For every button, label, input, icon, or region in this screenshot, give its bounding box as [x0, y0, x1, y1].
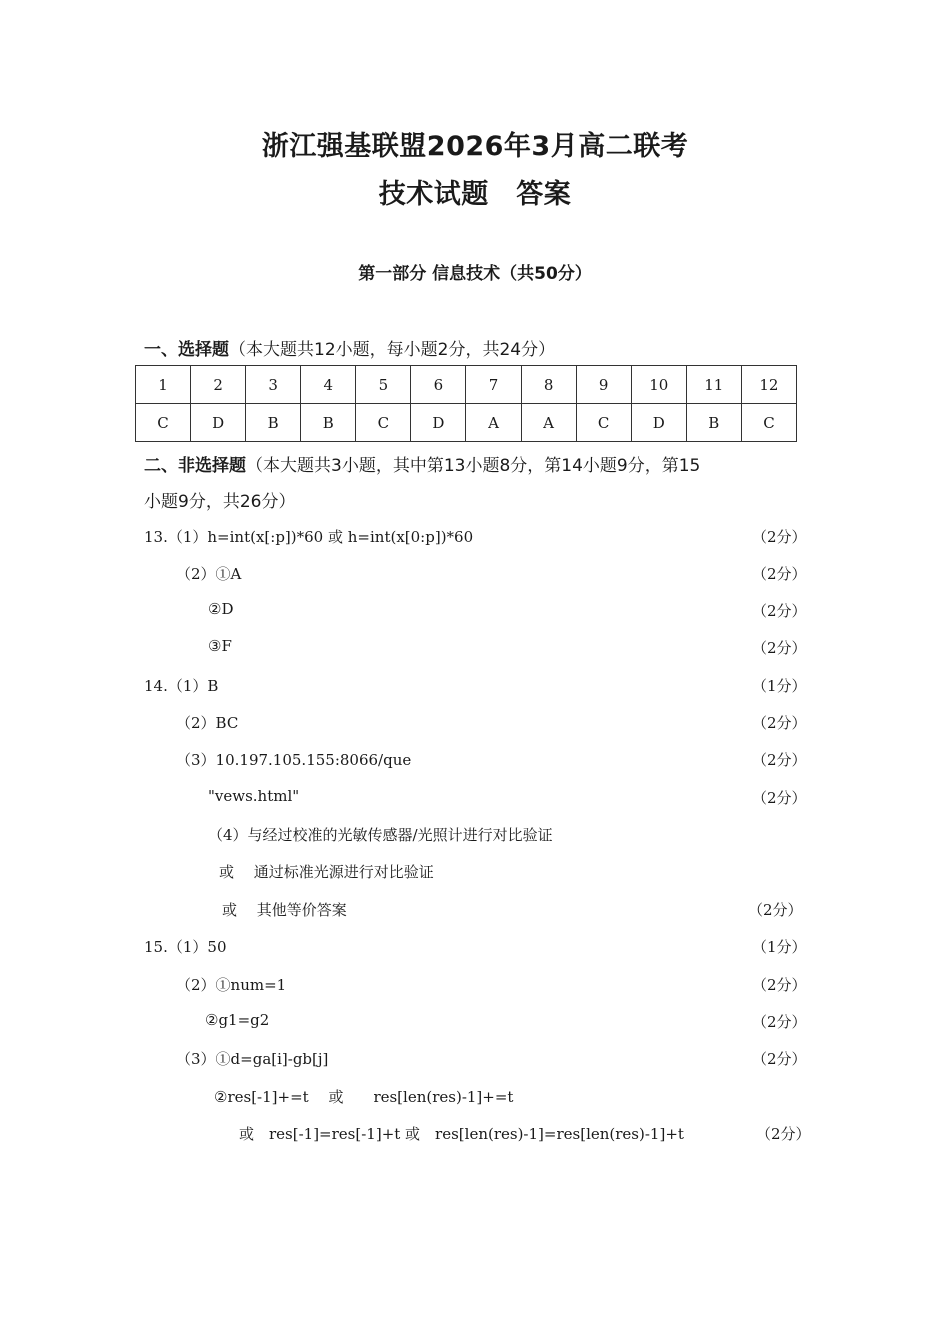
- answer-row: [136, 404, 797, 442]
- table-cell: B: [301, 404, 356, 442]
- table-cell: B: [246, 404, 301, 442]
- table-cell: 1: [136, 366, 191, 404]
- score-label: （2分）: [752, 789, 807, 807]
- table-cell: 4: [301, 366, 356, 404]
- score-label: （1分）: [752, 677, 807, 695]
- table-cell: D: [411, 404, 466, 442]
- table-cell: 10: [631, 366, 686, 404]
- page-subtitle: 技术试题 答案: [378, 179, 572, 210]
- section1-label: 一、选择题: [144, 340, 229, 360]
- score-label: （2分）: [752, 976, 807, 994]
- section2-desc-line2: 小题9分，共26分）: [144, 492, 296, 512]
- table-cell: 12: [741, 366, 796, 404]
- section1-heading: [144, 335, 555, 360]
- table-cell: 3: [246, 366, 301, 404]
- table-cell: 6: [411, 366, 466, 404]
- answer-line: "vews.html": [208, 787, 300, 805]
- question-number-row: [136, 366, 797, 404]
- answer-line: ②g1=g2: [205, 1011, 270, 1029]
- answer-line: 或 通过标准光源进行对比验证: [219, 863, 434, 881]
- section2-label: 二、非选择题: [144, 456, 246, 476]
- score-label: （2分）: [752, 1050, 807, 1068]
- answer-line: 15.（1）50: [144, 938, 227, 956]
- answer-line: （3）10.197.105.155:8066/que: [176, 751, 412, 769]
- table-cell: C: [741, 404, 796, 442]
- answer-line: （3）①d=ga[i]-gb[j]: [176, 1050, 329, 1068]
- score-label: （2分）: [752, 639, 807, 657]
- answer-line: 或 其他等价答案: [222, 901, 347, 919]
- choice-answer-table: [135, 365, 797, 442]
- score-label: （2分）: [752, 1013, 807, 1031]
- answer-line: ②D: [208, 600, 234, 618]
- table-cell: A: [466, 404, 521, 442]
- answer-line: ③F: [208, 637, 232, 655]
- score-label: （2分）: [752, 565, 807, 583]
- section2-desc-line1: （本大题共3小题，其中第13小题8分，第14小题9分，第15: [246, 456, 701, 476]
- table-cell: 8: [521, 366, 576, 404]
- table-cell: 9: [576, 366, 631, 404]
- table-cell: 11: [686, 366, 741, 404]
- table-cell: D: [631, 404, 686, 442]
- score-label: （2分）: [752, 528, 807, 546]
- table-cell: 5: [356, 366, 411, 404]
- answer-line: ②res[-1]+=t 或 res[len(res)-1]+=t: [214, 1088, 514, 1106]
- score-label: （2分）: [752, 714, 807, 732]
- answer-line: 13.（1）h=int(x[:p])*60 或 h=int(x[0:p])*60: [144, 528, 474, 546]
- table-cell: C: [576, 404, 631, 442]
- score-label: （2分）: [752, 751, 807, 769]
- section1-desc: （本大题共12小题，每小题2分，共24分）: [229, 340, 556, 360]
- table-cell: C: [136, 404, 191, 442]
- table-cell: C: [356, 404, 411, 442]
- table-cell: D: [191, 404, 246, 442]
- score-label: （2分）: [752, 602, 807, 620]
- table-cell: A: [521, 404, 576, 442]
- answer-line: （2）①num=1: [176, 976, 287, 994]
- answer-line: （2）①A: [176, 565, 242, 583]
- answer-line: （2）BC: [176, 714, 239, 732]
- score-label: （2分）: [756, 1125, 811, 1143]
- table-cell: 2: [191, 366, 246, 404]
- score-label: （1分）: [752, 938, 807, 956]
- answer-line: （4）与经过校准的光敏传感器/光照计进行对比验证: [208, 826, 553, 844]
- part1-heading: 第一部分 信息技术（共50分）: [358, 264, 592, 284]
- table-cell: B: [686, 404, 741, 442]
- table-cell: 7: [466, 366, 521, 404]
- page-title: 浙江强基联盟2026年3月高二联考: [261, 131, 689, 162]
- score-label: （2分）: [748, 901, 803, 919]
- section2-heading: [144, 451, 700, 476]
- answer-line: 或 res[-1]=res[-1]+t 或 res[len(res)-1]=res[len(res)-1]+t: [239, 1125, 684, 1143]
- answer-line: 14.（1）B: [144, 677, 219, 695]
